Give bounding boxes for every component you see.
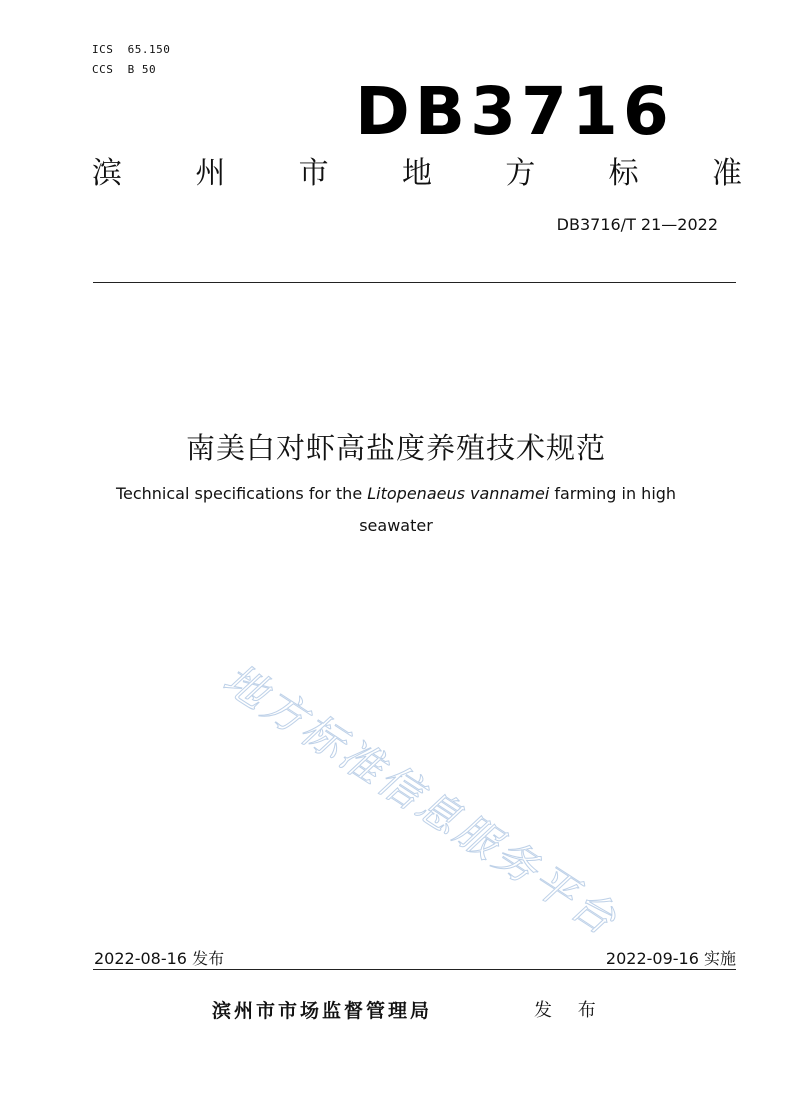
watermark: 地方标准信息服务平台 — [214, 654, 628, 946]
standard-type-char: 州 — [195, 156, 226, 191]
ics-value: 65.150 — [127, 43, 171, 56]
english-title-line-2: seawater — [359, 516, 433, 535]
issue-label: 发 布 — [534, 1000, 606, 1021]
english-title-line-1 — [96, 478, 696, 510]
issuing-authority: 滨州市市场监督管理局 — [212, 1000, 433, 1022]
classification-codes — [92, 40, 170, 80]
standard-type-char: 市 — [298, 156, 329, 191]
document-title-chinese: 南美白对虾高盐度养殖技术规范 — [185, 431, 606, 465]
standard-type-char: 方 — [505, 156, 536, 191]
ics-line — [92, 40, 170, 60]
standard-type-char: 标 — [608, 156, 639, 191]
english-title-suffix: farming in high — [549, 484, 677, 503]
standard-logo-code: DB3716 — [355, 73, 674, 150]
standard-type-char: 准 — [711, 156, 742, 191]
standard-type-char: 地 — [401, 156, 432, 191]
ccs-label: CCS — [92, 63, 114, 76]
species-name: Litopenaeus vannamei — [367, 484, 550, 503]
ccs-line — [92, 60, 170, 80]
implementation-date: 2022-09-16 实施 — [605, 949, 736, 968]
document-title-english — [96, 478, 696, 542]
ics-label: ICS — [92, 43, 114, 56]
english-title-prefix: Technical specifications for the — [115, 484, 368, 503]
standard-type-row — [92, 150, 742, 198]
publish-date: 2022-08-16 发布 — [94, 949, 225, 968]
standard-number: DB3716/T 21—2022 — [556, 215, 718, 234]
ccs-value: B 50 — [127, 63, 157, 76]
standard-type-char: 滨 — [92, 156, 122, 191]
header-divider — [93, 282, 736, 283]
footer-divider — [93, 969, 736, 970]
